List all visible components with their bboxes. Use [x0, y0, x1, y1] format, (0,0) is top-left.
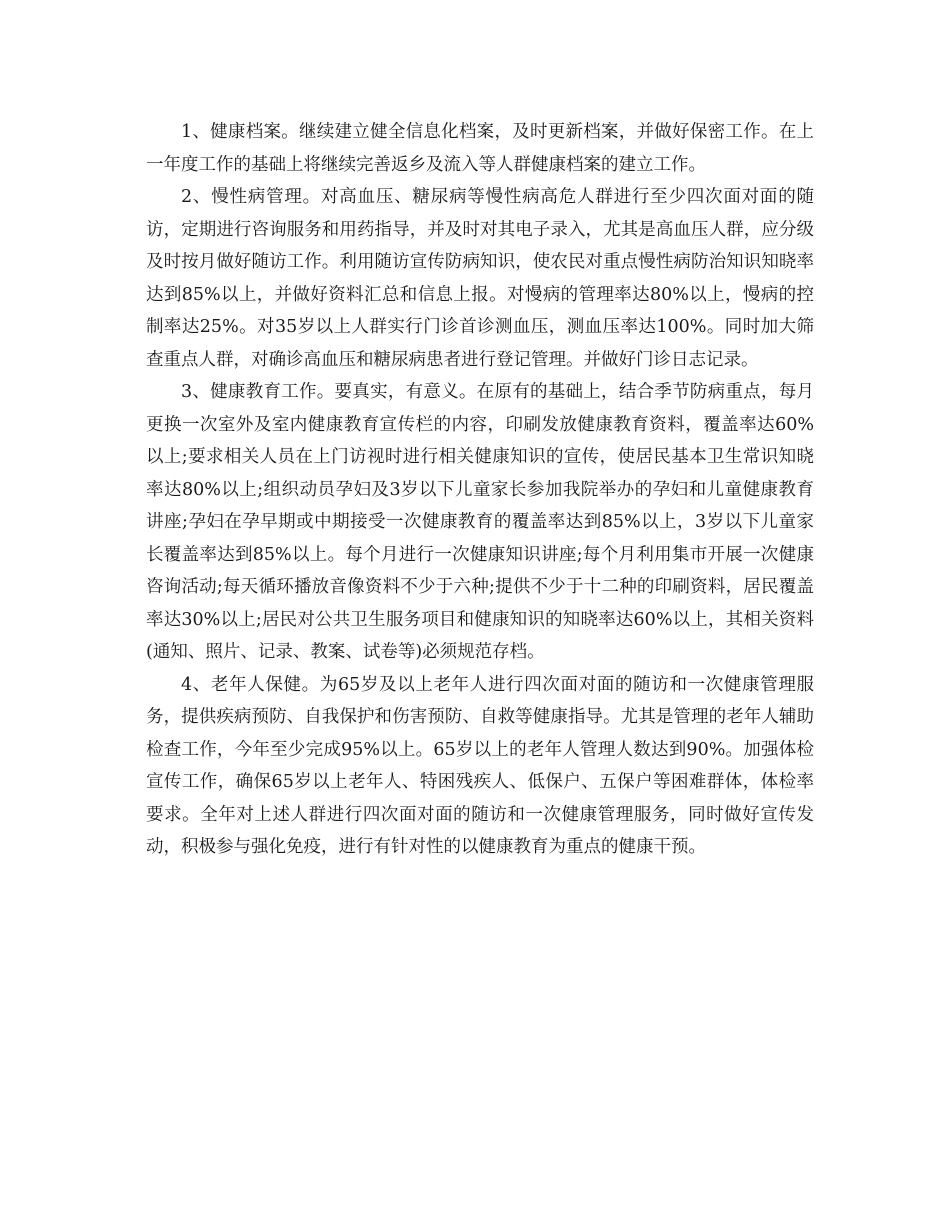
paragraph-health-records: 1、健康档案。继续建立健全信息化档案，及时更新档案，并做好保密工作。在上一年度工作的基础上将继续完善返乡及流入等人群健康档案的建立工作。 — [146, 122, 814, 175]
paragraph-health-education: 3、健康教育工作。要真实，有意义。在原有的基础上，结合季节防病重点，每月更换一次室外及室内健康教育宣传栏的内容，印刷发放健康教育资料，覆盖率达60%以上;要求相关人员在上门访视时进行相关健康知识的宣传，使居民基本卫生常识知晓率达80%以上;组织动员孕妇及3岁以下儿童家长参加我院举办的孕妇和儿童健康教育讲座;孕妇在孕早期或中期接受一次健康教育的覆盖率达到85%以上，3岁以下儿童家长覆盖率达到85%以上。每个月进行一次健康知识讲座;每个月利用集市开展一次健康咨询活动;每天循环播放音像资料不少于六种;提供不少于十二种的印刷资料，居民覆盖率达30%以上;居民对公共卫生服务项目和健康知识的知晓率达60%以上，其相关资料(通知、照片、记录、教案、试卷等)必须规范存档。 — [146, 382, 814, 662]
paragraph-chronic-disease-management: 2、慢性病管理。对高血压、糖尿病等慢性病高危人群进行至少四次面对面的随访，定期进行咨询服务和用药指导，并及时对其电子录入，尤其是高血压人群，应分级及时按月做好随访工作。利用随访宣传防病知识，使农民对重点慢性病防治知识知晓率达到85%以上，并做好资料汇总和信息上报。对慢病的管理率达80%以上，慢病的控制率达25%。对35岁以上人群实行门诊首诊测血压，测血压率达100%。同时加大筛查重点人群，对确诊高血压和糖尿病患者进行登记管理。并做好门诊日志记录。 — [146, 187, 814, 370]
paragraph-elderly-care: 4、老年人保健。为65岁及以上老年人进行四次面对面的随访和一次健康管理服务，提供疾病预防、自我保护和伤害预防、自救等健康指导。尤其是管理的老年人辅助检查工作，今年至少完成95%以上。65岁以上的老年人管理人数达到90%。加强体检宣传工作，确保65岁以上老年人、特困残疾人、低保户、五保户等困难群体，体检率要求。全年对上述人群进行四次面对面的随访和一次健康管理服务，同时做好宣传发动，积极参与强化免疫，进行有针对性的以健康教育为重点的健康干预。 — [146, 674, 814, 857]
document-body — [146, 116, 814, 864]
